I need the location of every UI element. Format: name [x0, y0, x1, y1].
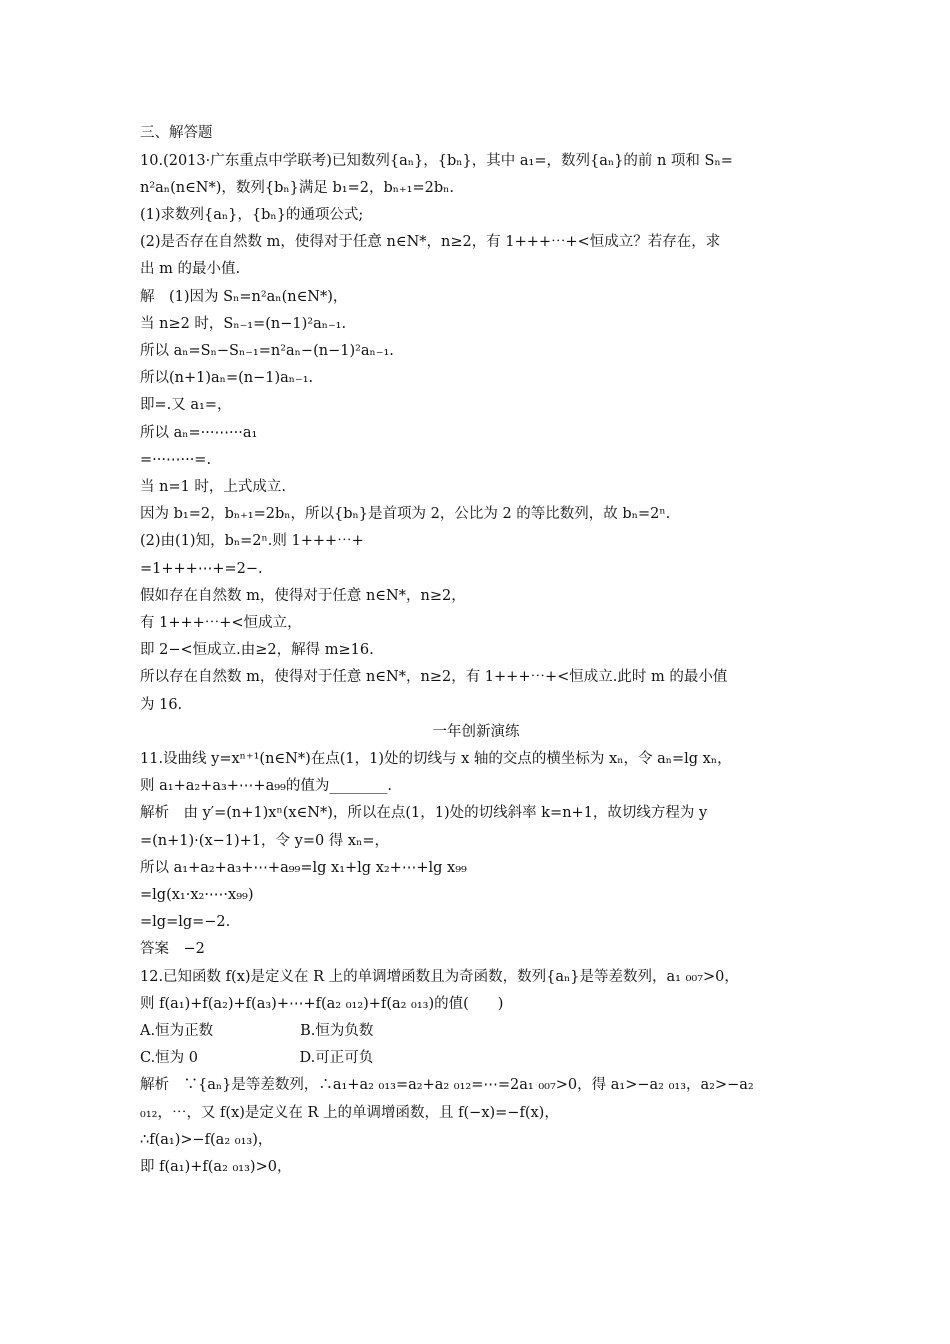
section-heading: 三、解答题	[140, 125, 213, 141]
problem-10-part-1: (1)求数列{aₙ}，{bₙ}的通项公式;	[140, 207, 364, 223]
problem-10-line-2: n²aₙ(n∈N*)，数列{bₙ}满足 b₁=2，bₙ₊₁=2bₙ.	[140, 180, 455, 196]
solution-10-line-4: 所以(n+1)aₙ=(n−1)aₙ₋₁.	[140, 370, 314, 386]
problem-12-options-ab: A.恒为正数 B.恒为负数	[140, 1023, 374, 1039]
solution-11-line-5: =lg=lg=−2.	[140, 914, 231, 930]
solution-10-line-7: =···⋯···=.	[140, 452, 212, 468]
problem-11-line-2: 则 a₁+a₂+a₃+⋯+a₉₉的值为________.	[140, 778, 392, 794]
solution-10-line-3: 所以 aₙ=Sₙ−Sₙ₋₁=n²aₙ−(n−1)²aₙ₋₁.	[140, 343, 394, 359]
solution-10-line-9: 因为 b₁=2，bₙ₊₁=2bₙ，所以{bₙ}是首项为 2，公比为 2 的等比数列，故 bₙ=2ⁿ.	[140, 506, 671, 522]
problem-12-line-2: 则 f(a₁)+f(a₂)+f(a₃)+⋯+f(a₂ ₀₁₂)+f(a₂ ₀₁₃)的值( )	[140, 996, 504, 1012]
solution-12-line-2: ₀₁₂，⋯，又 f(x)是定义在 R 上的单调增函数，且 f(−x)=−f(x)，	[140, 1105, 559, 1121]
solution-10-line-2: 当 n≥2 时，Sₙ₋₁=(n−1)²aₙ₋₁.	[140, 316, 347, 332]
solution-11-line-2: =(n+1)·(x−1)+1，令 y=0 得 xₙ=，	[140, 833, 390, 849]
problem-10-part-2: (2)是否存在自然数 m，使得对于任意 n∈N*，n≥2，有 1+++⋯+<恒成立？若存在，求	[140, 234, 721, 250]
problem-10-part-2-cont: 出 m 的最小值.	[140, 261, 241, 277]
solution-12-line-4: 即 f(a₁)+f(a₂ ₀₁₃)>0，	[140, 1159, 292, 1175]
solution-11-line-3: 所以 a₁+a₂+a₃+⋯+a₉₉=lg x₁+lg x₂+⋯+lg x₉₉	[140, 860, 467, 876]
solution-10-line-12: 假如存在自然数 m，使得对于任意 n∈N*，n≥2，	[140, 588, 466, 604]
solution-10-line-5: 即=.又 a₁=，	[140, 397, 232, 413]
solution-10-line-10: (2)由(1)知，bₙ=2ⁿ.则 1+++⋯+	[140, 533, 364, 549]
solution-10-line-11: =1+++⋯+=2−.	[140, 561, 263, 577]
problem-10-line-1: 10.(2013·广东重点中学联考)已知数列{aₙ}，{bₙ}，其中 a₁=，数列{aₙ}的前 n 项和 Sₙ=	[140, 153, 733, 169]
section-title-innovation: 一年创新演练	[432, 724, 520, 740]
solution-10-line-8: 当 n=1 时，上式成立.	[140, 479, 287, 495]
solution-10-line-13: 有 1+++⋯+<恒成立，	[140, 615, 302, 631]
solution-10-line-6: 所以 aₙ=···⋯···a₁	[140, 425, 258, 441]
solution-11-line-1: 解析 由 y′=(n+1)xⁿ(x∈N*)，所以在点(1，1)处的切线斜率 k=n+1，故切线方程为 y	[140, 805, 708, 821]
solution-12-line-1: 解析 ∵{aₙ}是等差数列，∴a₁+a₂ ₀₁₃=a₂+a₂ ₀₁₂=⋯=2a₁ ₀₀₇>0，得 a₁>−a₂ ₀₁₃，a₂>−a₂	[140, 1077, 754, 1093]
problem-12-line-1: 12.已知函数 f(x)是定义在 R 上的单调增函数且为奇函数，数列{aₙ}是等差数列，a₁ ₀₀₇>0，	[140, 969, 739, 985]
solution-10-line-15: 所以存在自然数 m，使得对于任意 n∈N*，n≥2，有 1+++⋯+<恒成立.此时 m 的最小值	[140, 669, 728, 685]
solution-11-line-4: =lg(x₁·x₂·⋯·x₉₉)	[140, 887, 254, 903]
solution-10-line-1: 解 (1)因为 Sₙ=n²aₙ(n∈N*)，	[140, 289, 348, 305]
solution-12-line-3: ∴f(a₁)>−f(a₂ ₀₁₃)，	[140, 1132, 273, 1148]
problem-12-options-cd: C.恒为 0 D.可正可负	[140, 1050, 374, 1066]
answer-11: 答案 −2	[140, 941, 205, 957]
solution-10-line-16: 为 16.	[140, 697, 183, 713]
solution-10-line-14: 即 2−<恒成立.由≥2，解得 m≥16.	[140, 642, 374, 658]
problem-11-line-1: 11.设曲线 y=xⁿ⁺¹(n∈N*)在点(1，1)处的切线与 x 轴的交点的横坐标为 xₙ，令 aₙ=lg xₙ，	[140, 751, 732, 767]
